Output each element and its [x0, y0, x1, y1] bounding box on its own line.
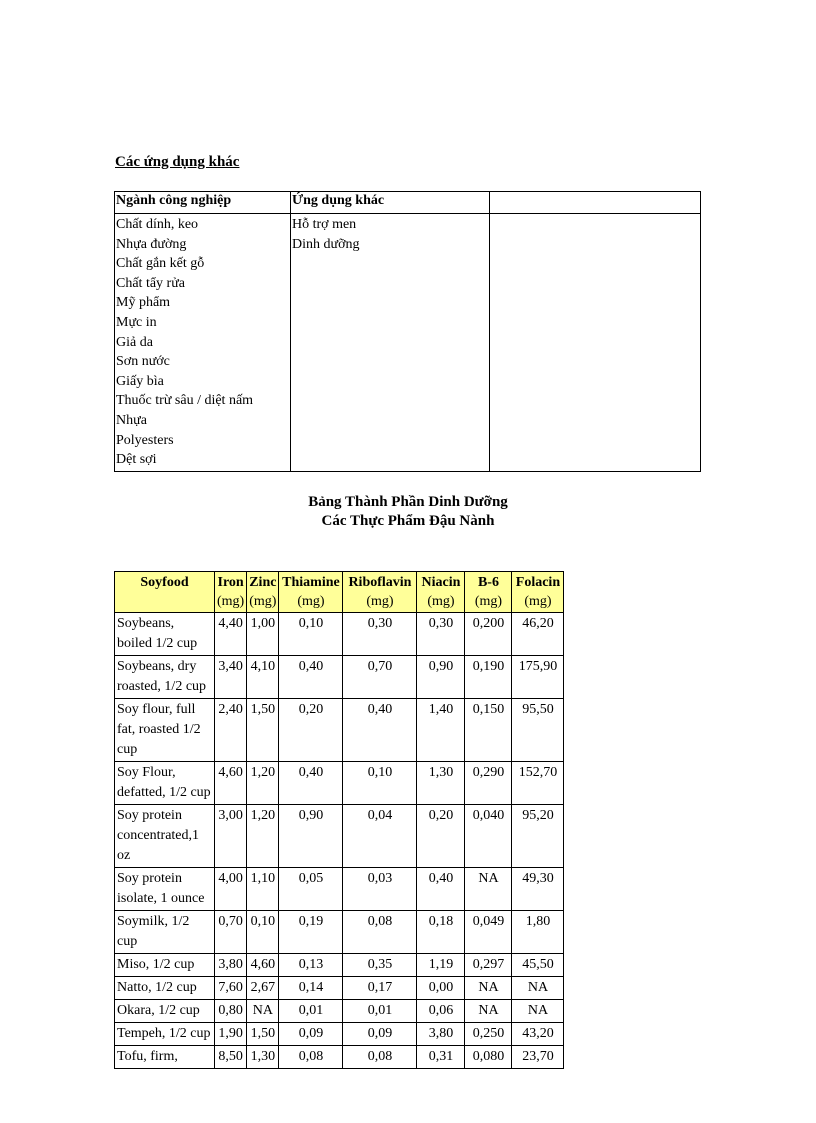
soyfood-name: Soy protein concentrated,1 oz — [115, 805, 215, 868]
nutrient-value: 0,80 — [215, 1000, 247, 1023]
soyfood-name: Tofu, firm, — [115, 1046, 215, 1069]
soyfood-name: Soy flour, full fat, roasted 1/2 cup — [115, 699, 215, 762]
nutrient-value: 0,00 — [417, 977, 465, 1000]
nutrient-value: 0,09 — [343, 1023, 417, 1046]
column-unit: (mg) — [427, 594, 455, 609]
table-row — [115, 1023, 564, 1046]
nutrient-value: 0,70 — [215, 911, 247, 954]
industry-item: Nhựa đường — [116, 236, 187, 252]
nutrient-value: 0,297 — [465, 954, 512, 977]
industry-item: Mực in — [116, 314, 157, 330]
nutrient-value: 4,00 — [215, 868, 247, 911]
section-heading: Các ứng dụng khác — [115, 154, 240, 170]
column-name: Thiamine — [282, 575, 340, 590]
soyfood-name: Soybeans, dry roasted, 1/2 cup — [115, 656, 215, 699]
nutrient-value: 2,40 — [215, 699, 247, 762]
nutrient-value: 0,190 — [465, 656, 512, 699]
column-header-iron — [215, 572, 247, 613]
nutrient-value: 0,35 — [343, 954, 417, 977]
table-row — [115, 911, 564, 954]
column-name: Iron — [217, 575, 244, 590]
nutrient-value: 0,20 — [417, 805, 465, 868]
nutrient-value: 46,20 — [512, 613, 564, 656]
nutrient-value: 8,50 — [215, 1046, 247, 1069]
nutrient-value: 7,60 — [215, 977, 247, 1000]
nutrient-value: 0,18 — [417, 911, 465, 954]
nutrient-value: 4,40 — [215, 613, 247, 656]
nutrient-value: NA — [465, 1000, 512, 1023]
nutrient-value: 0,19 — [279, 911, 343, 954]
nutrient-value: 1,50 — [247, 1023, 279, 1046]
nutrient-value: 0,30 — [417, 613, 465, 656]
soyfood-name: Tempeh, 1/2 cup — [115, 1023, 215, 1046]
industry-item: Chất tẩy rửa — [116, 275, 186, 291]
nutrient-value: 1,19 — [417, 954, 465, 977]
nutrient-value: 0,14 — [279, 977, 343, 1000]
nutrition-body — [115, 613, 564, 1069]
column-name: Folacin — [515, 575, 561, 590]
soyfood-name: Soy protein isolate, 1 ounce — [115, 868, 215, 911]
table-row — [115, 762, 564, 805]
empty-cell — [490, 214, 701, 472]
nutrient-value: 1,10 — [247, 868, 279, 911]
nutrition-table — [114, 571, 564, 1069]
industry-item: Sơn nước — [116, 354, 170, 370]
soyfood-name: Miso, 1/2 cup — [115, 954, 215, 977]
nutrient-value: 0,049 — [465, 911, 512, 954]
table-row — [115, 1000, 564, 1023]
nutrient-value: 0,40 — [279, 762, 343, 805]
industry-item: Chất dính, keo — [116, 217, 199, 232]
nutrient-value: 0,40 — [279, 656, 343, 699]
nutrient-value: 0,90 — [279, 805, 343, 868]
nutrient-value: 1,50 — [247, 699, 279, 762]
table-row — [115, 805, 564, 868]
nutrient-value: 0,31 — [417, 1046, 465, 1069]
column-name: Riboflavin — [348, 575, 412, 590]
header-empty — [490, 192, 701, 214]
nutrient-value: NA — [512, 977, 564, 1000]
other-uses-body-row — [115, 214, 701, 472]
industry-item: Polyesters — [116, 432, 174, 448]
nutrient-value: 45,50 — [512, 954, 564, 977]
nutrient-value: 0,200 — [465, 613, 512, 656]
column-header-niacin — [417, 572, 465, 613]
nutrient-value: NA — [512, 1000, 564, 1023]
nutrient-value: 0,150 — [465, 699, 512, 762]
nutrient-value: 4,60 — [247, 954, 279, 977]
column-header-soyfood — [115, 572, 215, 613]
nutrient-value: 0,10 — [279, 613, 343, 656]
nutrient-value: 0,40 — [343, 699, 417, 762]
nutrient-value: 175,90 — [512, 656, 564, 699]
nutrient-value: 0,08 — [343, 1046, 417, 1069]
nutrient-value: 3,40 — [215, 656, 247, 699]
soyfood-name: Soy Flour, defatted, 1/2 cup — [115, 762, 215, 805]
column-header-b-6 — [465, 572, 512, 613]
nutrient-value: 49,30 — [512, 868, 564, 911]
nutrient-value: 1,30 — [417, 762, 465, 805]
nutrient-value: 0,01 — [279, 1000, 343, 1023]
nutrient-value: 0,13 — [279, 954, 343, 977]
column-unit: (mg) — [217, 594, 245, 609]
column-name: B-6 — [477, 575, 499, 590]
column-unit: (mg) — [474, 594, 503, 609]
column-unit: (mg) — [366, 594, 394, 609]
nutrient-value: 0,10 — [247, 911, 279, 954]
nutrient-value: 0,90 — [417, 656, 465, 699]
nutrient-value: 0,250 — [465, 1023, 512, 1046]
nutrient-value: 0,05 — [279, 868, 343, 911]
column-header-folacin — [512, 572, 564, 613]
nutrient-value: 1,20 — [247, 762, 279, 805]
nutrient-value: 1,40 — [417, 699, 465, 762]
industry-item: Mỹ phẩm — [116, 295, 171, 311]
nutrient-value: 1,80 — [512, 911, 564, 954]
nutrient-value: NA — [465, 868, 512, 911]
nutrient-value: 3,00 — [215, 805, 247, 868]
table-row — [115, 699, 564, 762]
nutrient-value: 0,40 — [417, 868, 465, 911]
nutrient-value: 0,06 — [417, 1000, 465, 1023]
nutrient-value: NA — [247, 1000, 279, 1023]
column-unit: (mg) — [297, 594, 325, 609]
industries-list — [115, 214, 291, 472]
nutrient-value: 2,67 — [247, 977, 279, 1000]
soyfood-name: Okara, 1/2 cup — [115, 1000, 215, 1023]
column-name: Niacin — [421, 575, 461, 590]
industry-item: Nhựa — [116, 412, 147, 428]
column-header-zinc — [247, 572, 279, 613]
other-uses-header-row — [115, 192, 701, 214]
nutrient-value: 0,04 — [343, 805, 417, 868]
soyfood-name: Natto, 1/2 cup — [115, 977, 215, 1000]
nutrient-value: 0,20 — [279, 699, 343, 762]
nutrient-value: 1,30 — [247, 1046, 279, 1069]
table-row — [115, 1046, 564, 1069]
nutrient-value: 3,80 — [215, 954, 247, 977]
nutrient-value: 1,20 — [247, 805, 279, 868]
nutrient-value: 1,00 — [247, 613, 279, 656]
column-unit: (mg) — [524, 594, 552, 609]
application-item: Hỗ trợ men — [292, 217, 357, 232]
nutrient-value: 4,60 — [215, 762, 247, 805]
table-row — [115, 868, 564, 911]
soyfood-name: Soybeans, boiled 1/2 cup — [115, 613, 215, 656]
nutrient-value: 0,01 — [343, 1000, 417, 1023]
nutrient-value: 0,040 — [465, 805, 512, 868]
nutrient-value: 0,10 — [343, 762, 417, 805]
header-other-application: Ứng dụng khác — [291, 192, 490, 214]
nutrient-value: 4,10 — [247, 656, 279, 699]
table-row — [115, 656, 564, 699]
nutrient-value: 1,90 — [215, 1023, 247, 1046]
nutrient-value: 95,50 — [512, 699, 564, 762]
nutrient-value: 0,30 — [343, 613, 417, 656]
table-row — [115, 977, 564, 1000]
nutrient-value: 0,09 — [279, 1023, 343, 1046]
other-uses-table — [114, 191, 701, 472]
industry-item: Chất gắn kết gỗ — [116, 256, 205, 272]
applications-list — [291, 214, 490, 472]
column-name: Soyfood — [140, 575, 189, 590]
column-header-thiamine — [279, 572, 343, 613]
nutrient-value: 0,70 — [343, 656, 417, 699]
industry-item: Thuốc trừ sâu / diệt nấm — [116, 393, 254, 409]
header-industry: Ngành công nghiệp — [115, 192, 291, 214]
nutrient-value: 3,80 — [417, 1023, 465, 1046]
nutrient-value: 0,08 — [343, 911, 417, 954]
table-row — [115, 954, 564, 977]
industry-item: Dệt sợi — [116, 452, 157, 468]
nutrient-value: 43,20 — [512, 1023, 564, 1046]
nutrient-value: 95,20 — [512, 805, 564, 868]
nutrient-value: NA — [465, 977, 512, 1000]
nutrient-value: 23,70 — [512, 1046, 564, 1069]
nutrition-title-line2: Các Thực Phẩm Đậu Nành — [321, 513, 495, 529]
soyfood-name: Soymilk, 1/2 cup — [115, 911, 215, 954]
column-header-riboflavin — [343, 572, 417, 613]
nutrient-value: 152,70 — [512, 762, 564, 805]
industry-item: Giấy bìa — [116, 373, 164, 389]
nutrient-value: 0,08 — [279, 1046, 343, 1069]
nutrient-value: 0,080 — [465, 1046, 512, 1069]
nutrient-value: 0,290 — [465, 762, 512, 805]
column-unit: (mg) — [249, 594, 277, 609]
industry-item: Giả da — [116, 334, 153, 350]
nutrition-header-row — [115, 572, 564, 613]
nutrient-value: 0,03 — [343, 868, 417, 911]
column-name: Zinc — [249, 575, 277, 590]
nutrient-value: 0,17 — [343, 977, 417, 1000]
application-item: Dinh dưỡng — [292, 236, 360, 252]
nutrition-title-line1: Bảng Thành Phần Dinh Dưỡng — [308, 494, 508, 510]
table-row — [115, 613, 564, 656]
